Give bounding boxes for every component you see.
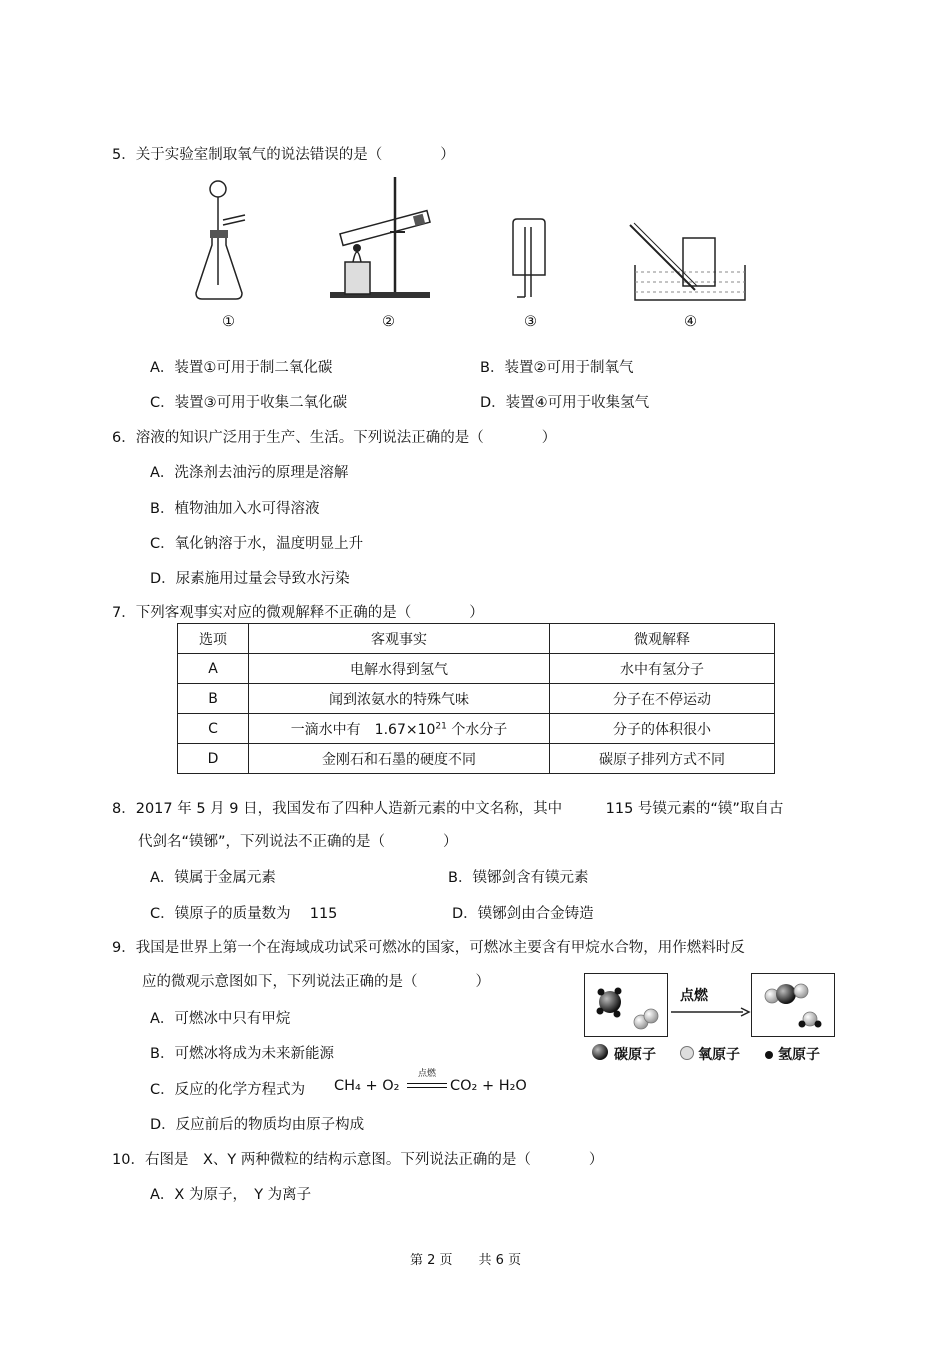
apparatus-2-heating xyxy=(325,172,435,302)
table-cell: 碳原子排列方式不同 xyxy=(550,744,775,774)
table-cell: 电解水得到氢气 xyxy=(249,654,550,684)
q7-stem: 7．下列客观事实对应的微观解释不正确的是（ ） xyxy=(112,605,484,621)
table-row xyxy=(178,654,775,684)
fact-c-tail: 个水分子 xyxy=(451,721,508,738)
table-cell: 水中有氢分子 xyxy=(550,654,775,684)
table-row xyxy=(178,744,775,774)
table-cell: 闻到浓氨水的特殊气味 xyxy=(249,684,550,714)
diagram-arrow-label: 点燃 xyxy=(680,988,708,1004)
q7-table xyxy=(177,623,775,774)
q8-option-b: B．镆铘剑含有镆元素 xyxy=(448,870,589,886)
q5-option-b: B．装置②可用于制氧气 xyxy=(480,360,634,376)
q9-equation-right: CO₂ + H₂O xyxy=(450,1078,527,1094)
methane-oxygen-molecules-icon xyxy=(585,974,667,1036)
apparatus-label-4: ④ xyxy=(684,314,697,330)
legend-oxygen-label: 氧原子 xyxy=(698,1047,740,1063)
table-header-row xyxy=(178,624,775,654)
legend-oxygen-icon xyxy=(679,1045,695,1065)
table-cell xyxy=(249,714,550,744)
table-row xyxy=(178,684,775,714)
q6-stem: 6．溶液的知识广泛用于生产、生活。下列说法正确的是（ ） xyxy=(112,430,557,446)
q9-option-c: C．反应的化学方程式为 xyxy=(150,1082,306,1098)
apparatus-label-3: ③ xyxy=(524,314,537,330)
q8-option-a: A．镆属于金属元素 xyxy=(150,870,276,886)
reaction-arrow-icon xyxy=(671,1005,751,1021)
q9-option-a: A．可燃冰中只有甲烷 xyxy=(150,1011,291,1027)
fact-c-text: 一滴水中有 1.67×10 xyxy=(290,721,436,738)
q5-stem: 5．关于实验室制取氧气的说法错误的是（ ） xyxy=(112,147,455,163)
table-cell: C xyxy=(178,714,249,744)
product-box xyxy=(751,973,835,1037)
table-cell: B xyxy=(178,684,249,714)
q9-option-d: D．反应前后的物质均由原子构成 xyxy=(150,1117,365,1133)
q10-stem: 10．右图是 X、Y 两种微粒的结构示意图。下列说法正确的是（ ） xyxy=(112,1152,604,1168)
table-cell: 金刚石和石墨的硬度不同 xyxy=(249,744,550,774)
fact-c-exponent: 21 xyxy=(435,720,447,731)
table-header-option: 选项 xyxy=(178,624,249,654)
table-header-explanation: 微观解释 xyxy=(550,624,775,654)
table-cell: 分子的体积很小 xyxy=(550,714,775,744)
table-header-fact: 客观事实 xyxy=(249,624,550,654)
q5-option-c: C．装置③可用于收集二氧化碳 xyxy=(150,395,348,411)
q6-option-c: C．氧化钠溶于水，温度明显上升 xyxy=(150,536,364,552)
apparatus-label-1: ① xyxy=(222,314,235,330)
legend-carbon-icon xyxy=(591,1043,609,1065)
reactant-box xyxy=(584,973,668,1037)
page-footer: 第 2 页 共 6 页 xyxy=(410,1253,522,1268)
table-row xyxy=(178,714,775,744)
q5-option-d: D．装置④可用于收集氢气 xyxy=(480,395,650,411)
q6-option-d: D．尿素施用过量会导致水污染 xyxy=(150,571,350,587)
q9-line-1: 9．我国是世界上第一个在海域成功试采可燃冰的国家，可燃冰主要含有甲烷水合物，用作燃料时反 xyxy=(112,940,745,956)
q8-option-d: D．镆铘剑由合金铸造 xyxy=(452,906,594,922)
q6-option-b: B．植物油加入水可得溶液 xyxy=(150,501,320,517)
q8-option-c: C．镆原子的质量数为 115 xyxy=(150,906,338,922)
legend-hydrogen-icon xyxy=(764,1048,774,1064)
apparatus-3-collector xyxy=(505,215,555,305)
table-cell: A xyxy=(178,654,249,684)
q5-option-a: A．装置①可用于制二氧化碳 xyxy=(150,360,333,376)
carbon-dioxide-water-molecules-icon xyxy=(752,974,834,1036)
apparatus-4-water-trough xyxy=(625,220,755,305)
q9-equation-condition: 点燃 xyxy=(417,1069,436,1079)
apparatus-label-2: ② xyxy=(382,314,395,330)
legend-carbon-label: 碳原子 xyxy=(614,1047,656,1063)
legend-hydrogen-label: 氢原子 xyxy=(778,1047,820,1063)
q6-option-a: A．洗涤剂去油污的原理是溶解 xyxy=(150,465,349,481)
q8-line-1: 8．2017 年 5 月 9 日，我国发布了四种人造新元素的中文名称，其中 115 号镆元素的“镆”取自古 xyxy=(112,801,784,817)
q9-option-b: B．可燃冰将成为未来新能源 xyxy=(150,1046,334,1062)
q9-equation-left: CH₄ + O₂ xyxy=(334,1078,400,1094)
equals-sign-icon xyxy=(407,1083,447,1088)
q8-line-2: 代剑名“镆铘”，下列说法不正确的是（ ） xyxy=(138,834,458,850)
table-cell: 分子在不停运动 xyxy=(550,684,775,714)
q9-line-2: 应的微观示意图如下，下列说法正确的是（ ） xyxy=(142,974,490,990)
q10-option-a: A．X 为原子， Y 为离子 xyxy=(150,1187,312,1203)
apparatus-1-flask xyxy=(190,175,260,305)
table-cell: D xyxy=(178,744,249,774)
